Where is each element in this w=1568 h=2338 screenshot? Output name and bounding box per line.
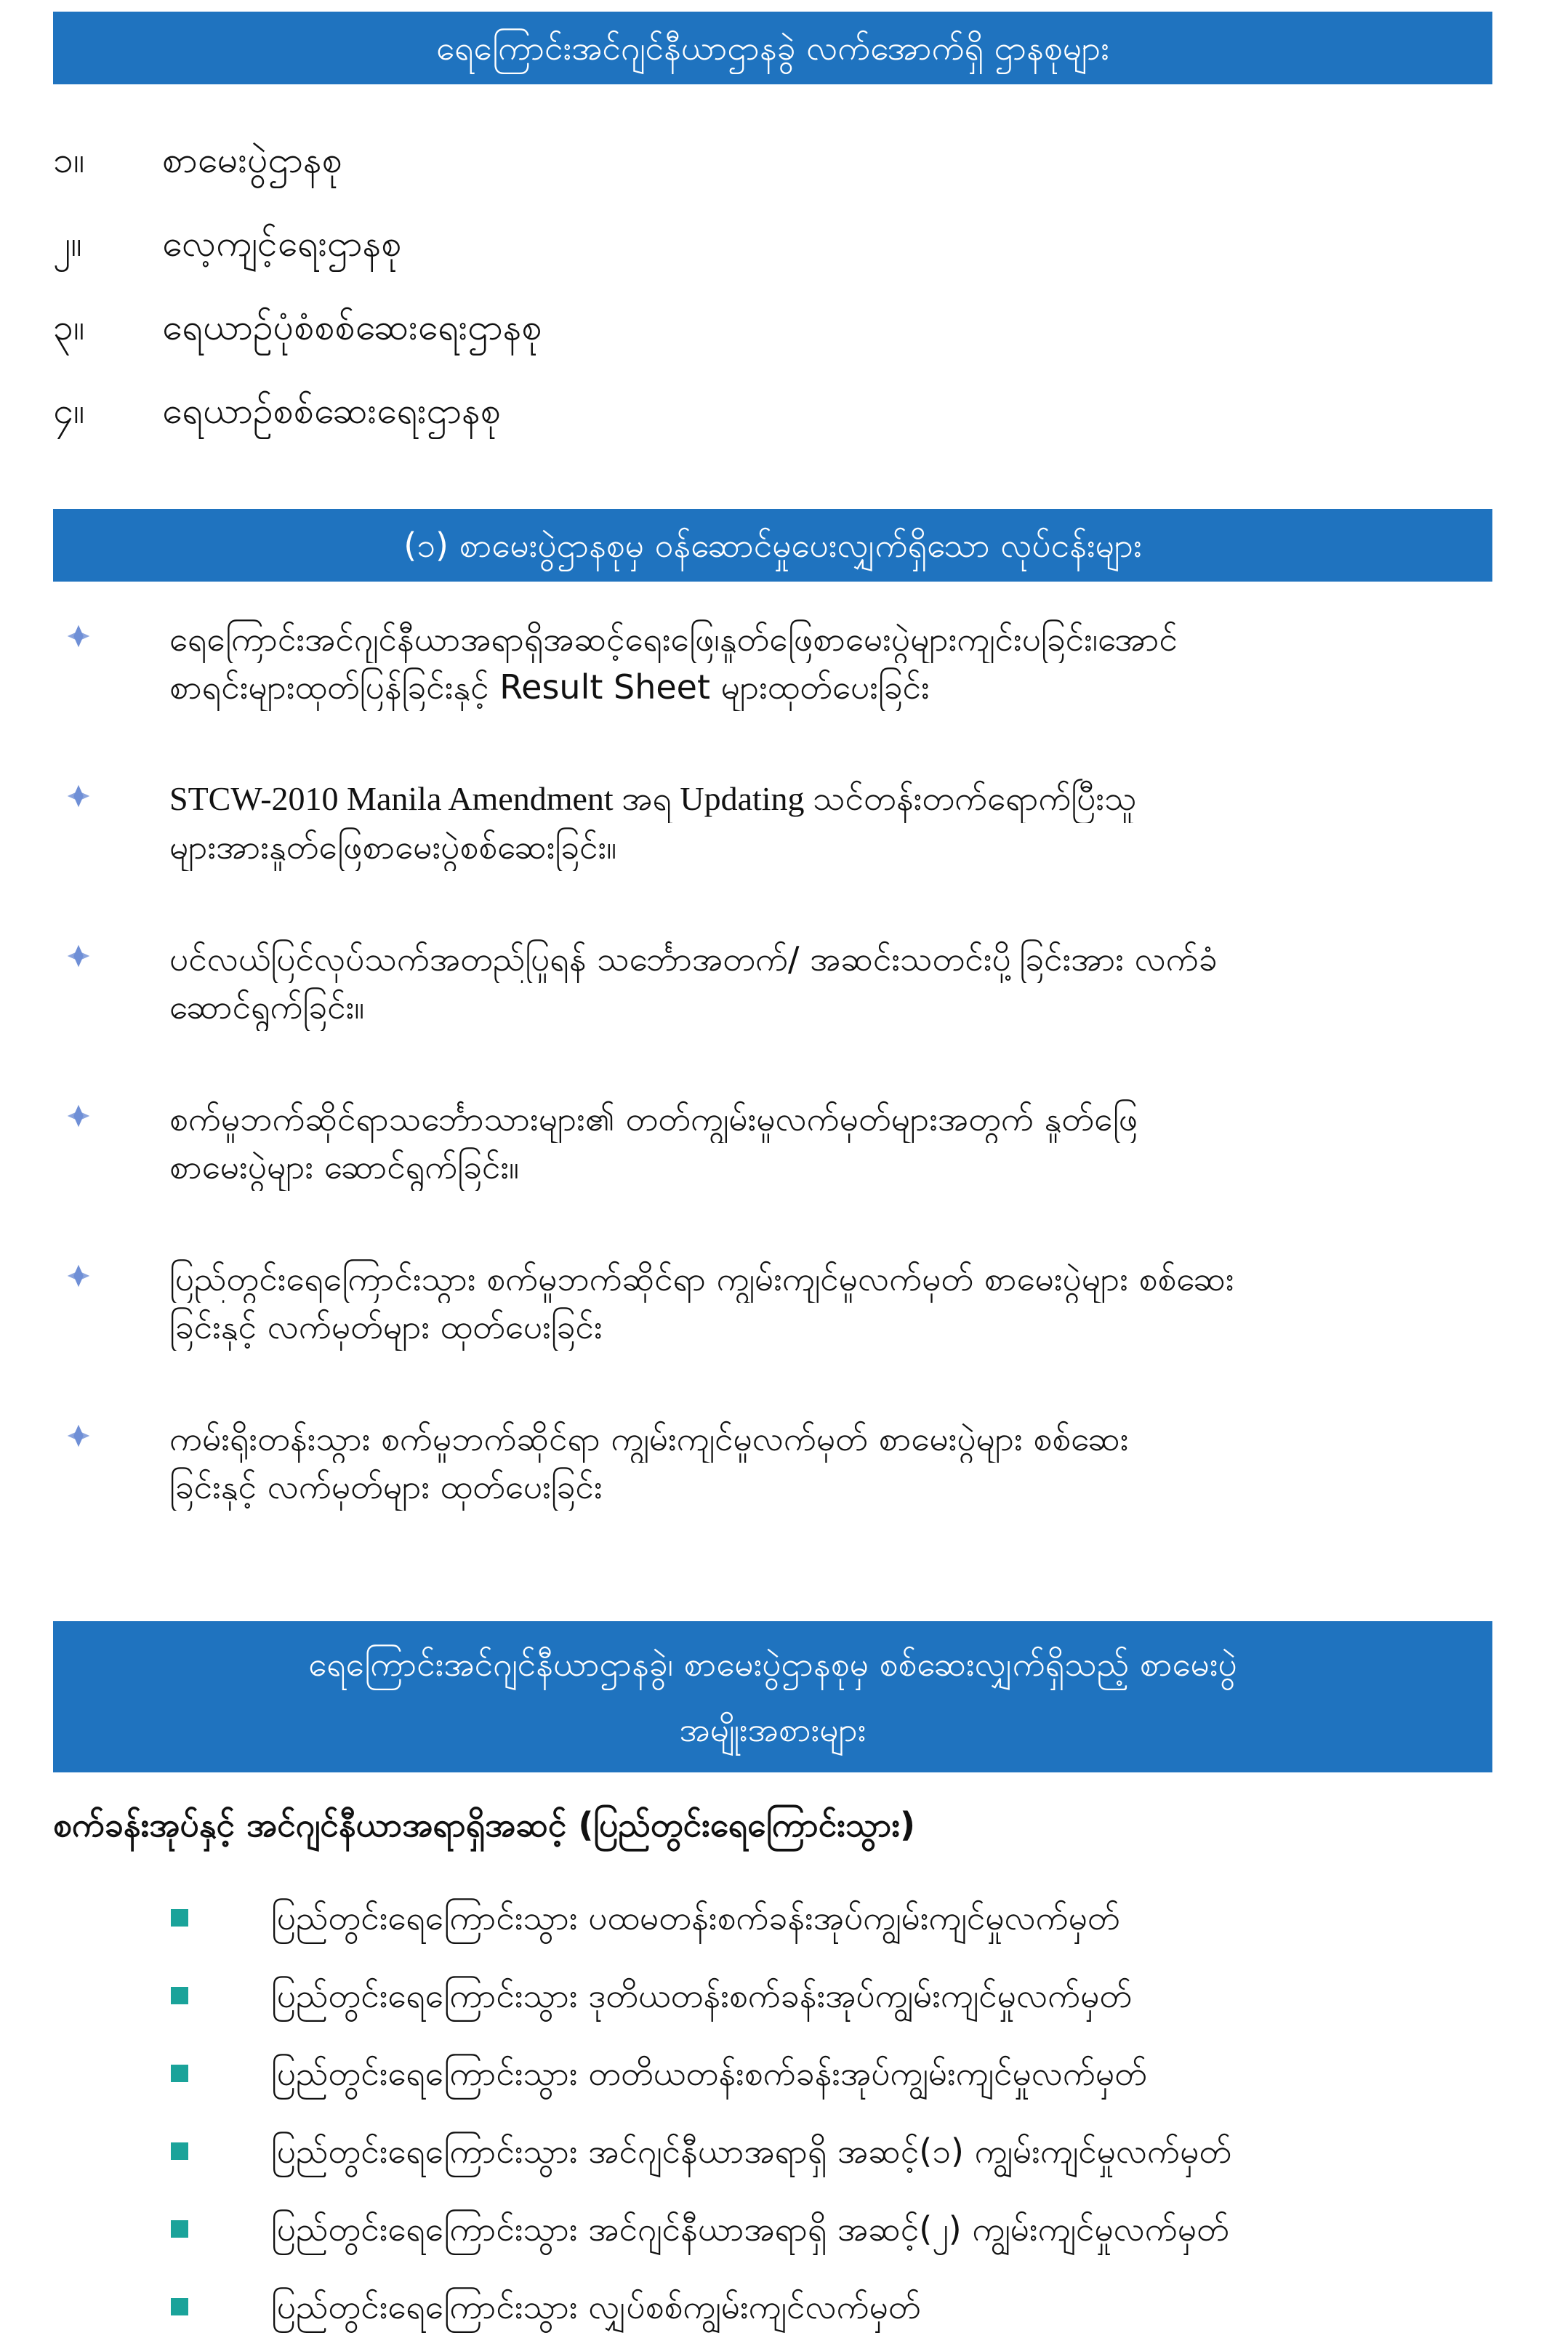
duty-line: ပြည်တွင်းရေကြောင်းသွား စက်မှုဘက်ဆိုင်ရာ ကျွမ်းကျင်မှုလက်မှတ် စာမေးပွဲများ စစ်ဆေး — [169, 1259, 1234, 1298]
square-bullet-icon — [171, 1909, 188, 1927]
diamond-bullet-icon — [66, 624, 91, 648]
certificate-name: ပြည်တွင်းရေကြောင်းသွား အင်ဂျင်နီယာအရာရှိ အဆင့်(၂) ကျွမ်းကျင်မှုလက်မှတ် — [271, 2209, 1229, 2249]
section-banner-departments: ရေကြောင်းအင်ဂျင်နီယာဌာနခွဲ လက်အောက်ရှိ ဌာနစုများ — [53, 12, 1492, 84]
item-label: ရေယာဉ်ပုံစံစစ်ဆေးရေးဌာနစု — [162, 306, 542, 348]
item-number: ၁။ — [53, 139, 85, 181]
section-banner-exam-types — [53, 1621, 1492, 1772]
certificate-name: ပြည်တွင်းရေကြောင်းသွား အင်ဂျင်နီယာအရာရှိ အဆင့်(၁) ကျွမ်းကျင်မှုလက်မှတ် — [271, 2132, 1232, 2171]
duty-line: ခြင်းနှင့် လက်မှတ်များ ထုတ်ပေးခြင်း — [169, 1307, 603, 1346]
certificate-name: ပြည်တွင်းရေကြောင်းသွား ဒုတိယတန်းစက်ခန်းအုပ်ကျွမ်းကျင်မှုလက်မှတ် — [271, 1976, 1133, 2015]
duty-text — [169, 1255, 1478, 1351]
duty-text — [169, 615, 1478, 711]
duty-line: ကမ်းရိုးတန်းသွား စက်မှုဘက်ဆိုင်ရာ ကျွမ်းကျင်မှုလက်မှတ် စာမေးပွဲများ စစ်ဆေး — [169, 1419, 1129, 1458]
duty-line: များအားနှုတ်ဖြေစာမေးပွဲစစ်ဆေးခြင်း။ — [169, 827, 617, 867]
duty-text — [169, 1415, 1478, 1511]
certificate-name: ပြည်တွင်းရေကြောင်းသွား တတိယတန်းစက်ခန်းအုပ်ကျွမ်းကျင်မှုလက်မှတ် — [271, 2054, 1147, 2093]
square-bullet-icon — [171, 1987, 188, 2004]
item-label: လေ့ကျင့်ရေးဌာနစု — [162, 222, 402, 265]
certificate-name: ပြည်တွင်းရေကြောင်းသွား ပထမတန်းစက်ခန်းအုပ်ကျွမ်းကျင်မှုလက်မှတ် — [271, 1898, 1120, 1937]
banner-line: ရေကြောင်းအင်ဂျင်နီယာဌာနခွဲ၊ စာမေးပွဲဌာနစုမှ စစ်ဆေးလျှက်ရှိသည့် စာမေးပွဲ — [308, 1644, 1237, 1684]
diamond-bullet-icon — [66, 784, 91, 808]
certificate-name: ပြည်တွင်းရေကြောင်းသွား လျှပ်စစ်ကျွမ်းကျင်လက်မှတ် — [271, 2287, 921, 2326]
square-bullet-icon — [171, 2142, 188, 2160]
duty-line: STCW-2010 Manila Amendment အရ Updating သင်တန်းတက်ရောက်ပြီးသူ — [169, 780, 1137, 817]
duty-line: စာမေးပွဲများ ဆောင်ရွက်ခြင်း။ — [169, 1147, 519, 1186]
item-number: ၃။ — [53, 306, 85, 348]
category-heading: စက်ခန်းအုပ်နှင့် အင်ဂျင်နီယာအရာရှိအဆင့် (ပြည်တွင်းရေကြောင်းသွား) — [53, 1805, 916, 1844]
item-label: ရေယာဉ်စစ်ဆေးရေးဌာနစု — [162, 390, 502, 432]
item-number: ၄။ — [53, 390, 85, 432]
duty-line: ပင်လယ်ပြင်လုပ်သက်အတည်ပြုရန် သင်္ဘောအတက်/ အဆင်းသတင်းပို့ခြင်းအား လက်ခံ — [169, 939, 1218, 979]
duty-text — [169, 935, 1478, 1031]
diamond-bullet-icon — [66, 1423, 91, 1448]
duty-line: ဆောင်ရွက်ခြင်း။ — [169, 987, 365, 1027]
square-bullet-icon — [171, 2220, 188, 2238]
banner-line: အမျိုးအစားများ — [679, 1710, 867, 1749]
duty-line: ခြင်းနှင့် လက်မှတ်များ ထုတ်ပေးခြင်း — [169, 1467, 603, 1506]
diamond-bullet-icon — [66, 1264, 91, 1288]
duty-line: ရေကြောင်းအင်ဂျင်နီယာအရာရှိအဆင့်ရေးဖြေ၊နှုတ်ဖြေစာမေးပွဲများကျင်းပခြင်း၊အောင် — [169, 619, 1178, 659]
square-bullet-icon — [171, 2298, 188, 2315]
diamond-bullet-icon — [66, 1104, 91, 1128]
diamond-bullet-icon — [66, 944, 91, 968]
section-banner-duties: (၁) စာမေးပွဲဌာနစုမှ ဝန်ဆောင်မှုပေးလျှက်ရှိသော လုပ်ငန်းများ — [53, 509, 1492, 582]
item-number: ၂။ — [53, 222, 82, 265]
square-bullet-icon — [171, 2065, 188, 2082]
duty-line: စာရင်းများထုတ်ပြန်ခြင်းနှင့် Result Sheet များထုတ်ပေးခြင်း — [169, 667, 930, 707]
duty-text — [169, 775, 1478, 871]
duty-line: စက်မှုဘက်ဆိုင်ရာသင်္ဘောသားများ၏ တတ်ကျွမ်းမှုလက်မှတ်များအတွက် နှုတ်ဖြေ — [169, 1099, 1138, 1138]
duty-text — [169, 1095, 1478, 1191]
item-label: စာမေးပွဲဌာနစု — [162, 139, 342, 181]
